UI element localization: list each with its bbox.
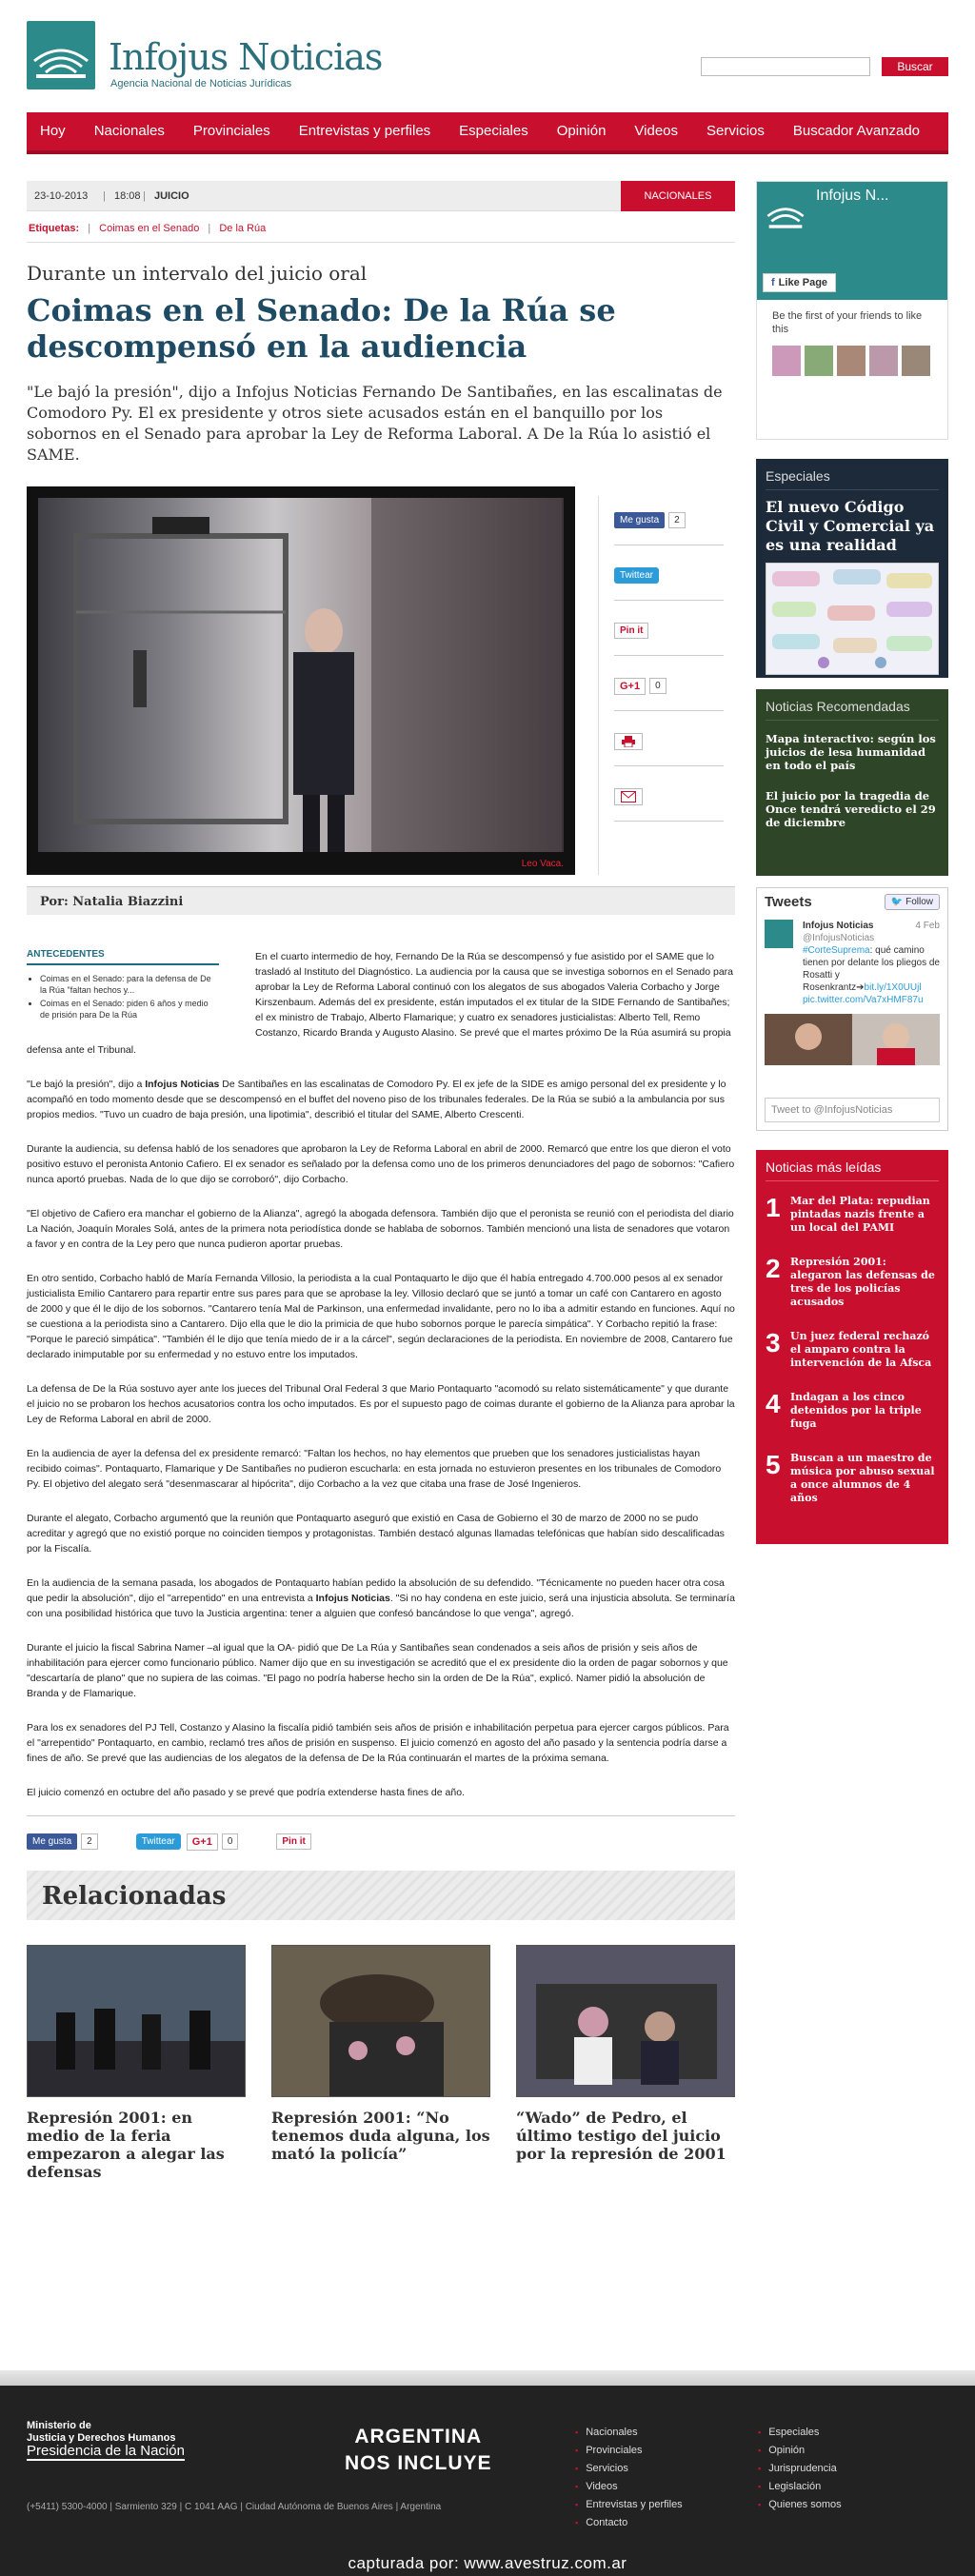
footer-link[interactable]: ▪ Legislación: [758, 2478, 842, 2496]
facebook-share-row: [614, 496, 724, 545]
tweets-heading: Tweets: [765, 894, 812, 910]
tags-bar: Etiquetas: | Coimas en el Senado | De la Rúa: [27, 223, 735, 243]
facebook-count: 2: [81, 1833, 98, 1850]
article-kicker: Durante un intervalo del juicio oral: [27, 262, 368, 285]
footer-link[interactable]: ▪ Servicios: [575, 2460, 683, 2478]
related-image[interactable]: [271, 1945, 490, 2097]
article-photo[interactable]: [27, 486, 575, 875]
tweet-author[interactable]: Infojus Noticias: [803, 921, 874, 931]
tweet-body: : qué camino tienen por delante los pliegos de Rosatti y Rosenkrantz➔: [803, 945, 940, 993]
article-date: 23-10-2013: [34, 190, 89, 202]
logo-icon: [763, 189, 808, 235]
mas-leida-title[interactable]: Buscan a un maestro de música por abuso sexual a once alumnos de 4 años: [790, 1452, 935, 1504]
footer-link[interactable]: ▪ Especiales: [758, 2424, 842, 2442]
related-item[interactable]: [271, 1945, 490, 2181]
logo-subtitle: Agencia Nacional de Noticias Jurídicas: [110, 78, 292, 89]
article-summary: "Le bajó la presión", dijo a Infojus Noticias Fernando De Santibañes, en las escalinatas de Comodoro Py. El ex presidente y otros siete acusados están en el banquillo por los sobornos en el Senado para aprobar la Ley de Reforma Laboral. A De la Rúa lo asistió el SAME.: [27, 383, 723, 464]
googleplus-button[interactable]: G+1: [187, 1833, 218, 1851]
mas-leida-item[interactable]: [766, 1391, 939, 1431]
mail-row: [614, 772, 724, 822]
text-span: . "Si no hay condena en este juicio, será una injusticia absoluta. Se terminaría con una posibilidad histórica que tuvo la Justicia argentina: tener a alguien que confesó bancándose lo que venga", agregó.: [27, 1593, 735, 1619]
tweet-image[interactable]: [765, 1014, 940, 1065]
ministerio-logo[interactable]: [27, 2420, 185, 2461]
tag-link[interactable]: De la Rúa: [219, 223, 267, 234]
twitter-bird-icon: 🐦: [890, 897, 904, 907]
nav-item[interactable]: Nacionales: [93, 123, 165, 139]
share-bottom-bar: [27, 1815, 735, 1852]
date-separator: |: [103, 190, 106, 202]
date-bar: [27, 181, 735, 211]
recomendadas-panel: [756, 689, 948, 876]
twitter-share-button[interactable]: Twittear: [614, 567, 659, 584]
search-input[interactable]: [701, 57, 870, 76]
article-paragraph: [27, 1077, 735, 1122]
mas-leida-item[interactable]: [766, 1256, 939, 1309]
avatar[interactable]: [805, 346, 833, 376]
pinterest-button[interactable]: Pin it: [276, 1833, 310, 1850]
article-paragraph: El juicio comenzó en octubre del año pasado y se prevé que podría extenderse hasta fines de año.: [27, 1787, 465, 1798]
avatar[interactable]: [765, 920, 793, 948]
photo-credit: Leo Vaca.: [521, 859, 564, 869]
tweet: [757, 916, 947, 1064]
category-badge[interactable]: NACIONALES: [621, 181, 735, 211]
printer-icon[interactable]: [614, 733, 643, 750]
text-span: "Le bajó la presión", dijo a: [27, 1079, 146, 1090]
antecedente-link[interactable]: • Coimas en el Senado: piden 6 años y medio de prisión para De la Rúa: [40, 998, 219, 1020]
argentina-line: NOS INCLUYE: [345, 2452, 492, 2474]
footer-link[interactable]: ▪ Contacto: [575, 2514, 683, 2532]
text-span: En la audiencia de la semana pasada, los abogados de Pontaquarto habían pedido la absolución de su defendido. "Técnicamente no pueden hacer otra cosa que pedir la absolución", dijo el "arrepentido" en una entrevista a: [27, 1577, 725, 1604]
footer-link[interactable]: ▪ Videos: [575, 2478, 683, 2496]
article-paragraph: Durante el alegato, Corbacho argumentó que la reunión que Pontaquarto aseguró que existió en Casa de Gobierno el 30 de marzo de 2000 no se pudo acreditar y agregó que no existió porque no coinciden tiempos y protagonistas. También destacó algunas llamadas telefónicas que habían sido descalificadas por la Fiscalía.: [27, 1513, 725, 1555]
avatar[interactable]: [837, 346, 866, 376]
article-section: JUICIO: [154, 190, 189, 202]
nav-item[interactable]: Especiales: [459, 123, 528, 139]
ministerio-line: Justicia y Derechos Humanos: [27, 2432, 176, 2444]
pinterest-button[interactable]: Pin it: [614, 623, 648, 639]
article-paragraph: Durante el juicio la fiscal Sabrina Namer –al igual que la OA- pidió que De La Rúa y Santibañes sean condenados a seis años de prisión y seis años de inhabilitación para ejercer como funcionario público. Namer dijo que en su investigación se acreditó que el ex presidente dio la orden de pagar sobornos y que "descartaría de plano" que no supiera de las coimas. "El pago no podría haberse hecho sin la orden de De la Rúa", explicó. Namer pidió la absolución de Branda y de Flamarique.: [27, 1642, 728, 1699]
especiales-image[interactable]: [766, 563, 939, 675]
article-paragraph: "El objetivo de Cafiero era manchar el gobierno de la Alianza", agregó la abogada defensora. También dijo que el peronista se reunió con el periodista del diario La Nación, Joaquín Morales Solá, antes de la primera nota periodística donde se hablaba de sobornos. También mencionó una lista de senadores que votaron a favor y en contra de la Ley pero que nunca pudieron aportar pruebas.: [27, 1208, 734, 1250]
facebook-like-page-button[interactable]: [763, 273, 836, 292]
article-paragraph: Para los ex senadores del PJ Tell, Costanzo y Alasino la fiscalía pidió también seis años de prisión e inhabilitación perpetua para ejercer cargos públicos. Para el "arrepentido" Pontaquarto, en cambio, reclamó tres años de prisión en suspenso. El juicio comenzó en agosto del año pasado y la sentencia podría darse a fines de año. Se prevé que las audiencias de los alegatos de la defensa de De la Rúa continuarán el martes de la próxima semana.: [27, 1722, 729, 1764]
tweet-handle[interactable]: @InfojusNoticias: [803, 933, 875, 943]
sidebar: [756, 181, 948, 1544]
like-page-label: Like Page: [778, 277, 828, 288]
facebook-icon: f: [771, 277, 775, 288]
recomendada-link[interactable]: El juicio por la tragedia de Once tendrá veredicto el 29 de diciembre: [766, 789, 936, 829]
nav-item[interactable]: Buscador Avanzado: [792, 123, 921, 139]
avatar[interactable]: [902, 346, 930, 376]
mas-leida-title[interactable]: Un juez federal rechazó el amparo contra la intervención de la Afsca: [790, 1330, 932, 1369]
related-item[interactable]: [27, 1945, 246, 2181]
related-list: [27, 1945, 735, 2181]
twitter-widget: [756, 887, 948, 1131]
photo-image: [38, 498, 564, 852]
argentina-line: ARGENTINA: [354, 2426, 483, 2447]
related-title[interactable]: Represión 2001: en medio de la feria empezaron a alegar las defensas: [27, 2109, 225, 2181]
related-image[interactable]: [27, 1945, 246, 2097]
recomendadas-heading: Noticias Recomendadas: [766, 699, 939, 721]
article-paragraph: Durante la audiencia, su defensa habló de los senadores que aprobaron la Ley de Reforma Laboral en abril de 2000. Remarcó que entre los que dieron el voto positivo estuvo el peronista Antonio Cafiero. El ex senador es señalado por la defensa como uno de los primeros denunciadores del pago de sobornos: "Cafiero nunca aportó pruebas. Nada de lo que dijo se corroboró", dijo Corbacho.: [27, 1143, 735, 1185]
rank-number: 5: [766, 1450, 781, 1479]
mas-leida-item[interactable]: [766, 1330, 939, 1370]
share-sidebar: [598, 496, 735, 875]
capture-watermark: capturada por: www.avestruz.com.ar: [348, 2554, 627, 2572]
main-nav: [27, 112, 948, 154]
rank-number: 3: [766, 1328, 781, 1357]
article-lead-cont: defensa ante el Tribunal.: [27, 1044, 136, 1056]
related-heading: Relacionadas: [27, 1871, 735, 1920]
twitter-share-row: [614, 551, 724, 601]
article-time: 18:08: [114, 190, 141, 202]
text-span: De Santibañes en las escalinatas de Comodoro Py. El ex jefe de la SIDE es amigo personal del ex presidente y lo acompañó en todo momento desde que se descompensó en el buffet del noveno piso de los tribunales federales. De la Rúa se subió a la ambulancia por sus propios medios. "Tuvo un cuadro de baja presión, una lipotimia", describió el titular del SAME, Alberto Crescenti.: [27, 1079, 726, 1120]
footer-links-2: [758, 2424, 842, 2514]
logo-word-a: Infojus: [109, 36, 229, 78]
rank-number: 2: [766, 1254, 781, 1283]
time-separator: |: [143, 190, 146, 202]
mas-leida-item[interactable]: [766, 1452, 939, 1505]
tweet-date[interactable]: 4 Feb: [915, 921, 940, 931]
googleplus-button[interactable]: G+1: [614, 678, 646, 695]
recomendada-link[interactable]: Mapa interactivo: según los juicios de lesa humanidad en todo el país: [766, 732, 936, 772]
nav-item[interactable]: Entrevistas y perfiles: [298, 123, 431, 139]
article-lead: En el cuarto intermedio de hoy, Fernando De la Rúa se descompensó y fue asistido por el SAME que lo trasladó al Instituto del Diagnóstico. La audiencia por la causa que se investiga sobornos en el Senado para aprobar la Ley de Reforma Laboral continuó con los alegatos de sus abogados Valeria Corbacho y Jorge Kirszenbaum. Además del ex presidente, están imputados el ex titular de la SIDE Fernando de Santibañes; el ex ministro de Trabajo, Alberto Flamarique; y cuatro ex senadores justicialistas: Alberto Tell, Remo Costanzo, Ricardo Branda y Augusto Alasino. Se prevé que el martes próximo De la Rúa asumirá su propia: [255, 951, 733, 1039]
byline: Por: Natalia Biazzini: [27, 886, 735, 915]
footer-address: (+5411) 5300-4000 | Sarmiento 329 | C 1041 AAG | Ciudad Autónoma de Buenos Aires | Argentina: [27, 2502, 442, 2512]
tweet-link[interactable]: bit.ly/1X0UUjl: [864, 982, 922, 993]
article-paragraph: La defensa de De la Rúa sostuvo ayer ante los jueces del Tribunal Oral Federal 3 que Mario Pontaquarto "acomodó su relato sistemáticamente" y que durante el juicio no se probaron los hechos acusatorios contra los ocho imputados. Es por el supuesto pago de coimas durante el gobierno de la Alianza para aprobar la Ley de Reforma Laboral en abril de 2000.: [27, 1383, 735, 1425]
related-image[interactable]: [516, 1945, 735, 2097]
facebook-like-button[interactable]: Me gusta: [614, 512, 665, 528]
antecedentes-title: ANTECEDENTES: [27, 949, 219, 965]
article-column: [27, 181, 735, 2181]
pinterest-share-row: [614, 606, 724, 656]
antecedentes-block: [27, 949, 735, 1040]
avatar[interactable]: [869, 346, 898, 376]
twitter-share-button[interactable]: Twittear: [136, 1833, 181, 1850]
facebook-page-widget: [756, 181, 948, 440]
mas-leidas-panel: [756, 1150, 948, 1544]
footer-link[interactable]: ▪ Nacionales: [575, 2424, 683, 2442]
article-title: Coimas en el Senado: De la Rúa se descompensó en la audiencia: [27, 292, 616, 365]
ministerio-line: Presidencia de la Nación: [27, 2443, 185, 2459]
logo-icon[interactable]: [27, 21, 95, 89]
facebook-faces: [757, 346, 947, 376]
googleplus-count: 0: [222, 1833, 239, 1850]
avatar[interactable]: [772, 346, 801, 376]
article-paragraph: [27, 1575, 735, 1621]
related-title[interactable]: “Wado” de Pedro, el último testigo del juicio por la represión de 2001: [516, 2109, 726, 2163]
nav-item[interactable]: Opinión: [556, 123, 607, 139]
mas-leida-title[interactable]: Indagan a los cinco detenidos por la triple fuga: [790, 1391, 922, 1430]
logo-wordmark[interactable]: [109, 36, 382, 78]
nav-item[interactable]: Provinciales: [192, 123, 270, 139]
footer-link[interactable]: ▪ Quienes somos: [758, 2496, 842, 2514]
envelope-icon[interactable]: [614, 788, 643, 805]
tweet-hashtag[interactable]: #CorteSuprema: [803, 945, 870, 956]
footer-link[interactable]: ▪ Provinciales: [575, 2442, 683, 2460]
mas-leida-title[interactable]: Represión 2001: alegaron las defensas de tres de los policías acusados: [790, 1256, 935, 1308]
footer-link[interactable]: ▪ Jurisprudencia: [758, 2460, 842, 2478]
ministerio-line: Ministerio de: [27, 2420, 91, 2431]
article-paragraph: En la audiencia de ayer la defensa del ex presidente remarcó: "Faltan los hechos, no hay elementos que prueben que los senadores justicialistas hayan recibido coimas". Pontaquarto, Flamarique y De Santibañes no pudieron escucharla: en esta jornada no estuvieron presentes en los tribunales de Comodoro Py. El objetivo del alegato será "desenmascarar al hipócrita", dijo Corbacho a la vez que citaba una frase de José Ingenieros.: [27, 1448, 722, 1490]
follow-label: Follow: [905, 897, 933, 907]
nav-item[interactable]: Servicios: [706, 123, 765, 139]
mas-leida-title[interactable]: Mar del Plata: repudian pintadas nazis frente a un local del PAMI: [790, 1195, 930, 1234]
facebook-friends-text: Be the first of your friends to like this: [772, 310, 923, 335]
footer-link[interactable]: ▪ Entrevistas y perfiles: [575, 2496, 683, 2514]
article-body: [27, 1042, 735, 1800]
facebook-like-button[interactable]: Me gusta: [27, 1833, 77, 1850]
related-item[interactable]: [516, 1945, 735, 2181]
bold-span: Infojus Noticias: [315, 1593, 390, 1604]
especiales-heading: Especiales: [766, 468, 939, 490]
especiales-panel: [756, 459, 948, 678]
especiales-title[interactable]: El nuevo Código Civil y Comercial ya es una realidad: [766, 498, 935, 554]
site-header: [27, 21, 950, 97]
nav-item[interactable]: Videos: [634, 123, 679, 139]
rank-number: 4: [766, 1389, 781, 1418]
search-button[interactable]: Buscar: [882, 57, 948, 76]
facebook-count: 2: [668, 512, 686, 528]
tweet-to-input[interactable]: Tweet to @InfojusNoticias: [765, 1098, 940, 1122]
article-paragraph: En otro sentido, Corbacho habló de María Fernanda Villosio, la periodista a la cual Pontaquarto le dijo que él había entregado 4.700.000 pesos al ex senador justicialista Emilio Cantarero para repartir entre sus pares para que se aprobase la ley. Villosio declaró que se juntó a tomar un café con Cantarero en agosto de 2000 y que él le dijo de los sobornos. "Cantarero tenía Mal de Parkinson, una enfermedad invalidante, pero no lo iba a admitir estando en funciones. Aquí no se cuestiona a la periodista sino a Cantarero. Dijo ella que le dio la primicia de que hubo sobornos porque le parecía simpática". Y Corbacho repitió la frase: "Porque le pareció simpática". "También él le dijo que tenía miedo de ir a la cárcel", según declaraciones de la periodista. En noviembre de 2008, Cantarero fue declarado inimputable por su enfermedad y no estuvo entre los imputados.: [27, 1273, 735, 1360]
tags-label: Etiquetas:: [29, 223, 80, 234]
bold-span: Infojus Noticias: [145, 1079, 220, 1090]
related-title[interactable]: Represión 2001: “No tenemos duda alguna, los mató la policía”: [271, 2109, 490, 2163]
googleplus-count: 0: [649, 678, 667, 694]
antecedente-link[interactable]: • Coimas en el Senado: para la defensa de De la Rúa "faltan hechos y...: [40, 973, 219, 996]
tweet-link[interactable]: pic.twitter.com/Va7xHMF87u: [803, 995, 924, 1005]
twitter-follow-button[interactable]: [885, 894, 940, 910]
mas-leida-item[interactable]: [766, 1195, 939, 1235]
mas-leidas-heading: Noticias más leídas: [766, 1159, 939, 1181]
tweet-text-block: [803, 920, 940, 1006]
facebook-cover[interactable]: [757, 182, 947, 300]
media-block: [27, 486, 735, 875]
facebook-page-name[interactable]: Infojus N...: [816, 188, 889, 204]
rank-number: 1: [766, 1193, 781, 1222]
logo-word-b: Noticias: [238, 36, 383, 78]
site-footer: [0, 2386, 975, 2576]
footer-link[interactable]: ▪ Opinión: [758, 2442, 842, 2460]
nav-item[interactable]: Hoy: [40, 123, 66, 139]
tag-link[interactable]: Coimas en el Senado: [99, 223, 200, 234]
argentina-logo: [345, 2424, 492, 2477]
antecedentes-box: [27, 949, 219, 1022]
googleplus-share-row: [614, 662, 724, 711]
print-row: [614, 717, 724, 766]
footer-links-1: [575, 2424, 683, 2532]
